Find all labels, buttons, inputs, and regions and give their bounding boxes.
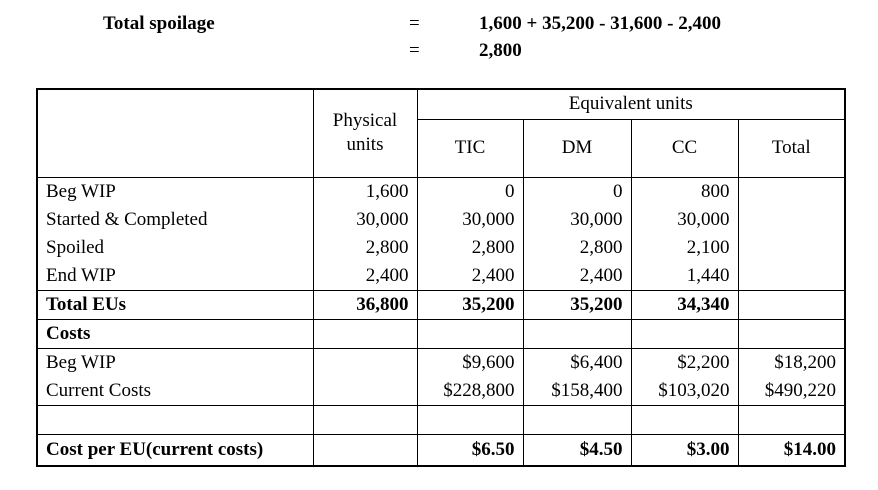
table-row xyxy=(37,206,845,234)
row-label: Cost per EU(current costs) xyxy=(37,434,313,466)
row-label: Beg WIP xyxy=(37,177,313,206)
cc-header: CC xyxy=(631,119,738,177)
total-cell: $14.00 xyxy=(738,434,845,466)
table-row xyxy=(37,234,845,262)
total-cell xyxy=(738,177,845,206)
physical-units-cell: 2,400 xyxy=(313,262,417,291)
tic-cell: 0 xyxy=(417,177,523,206)
tic-cell xyxy=(417,405,523,434)
tic-cell: 35,200 xyxy=(417,290,523,319)
cc-cell: 2,100 xyxy=(631,234,738,262)
row-label: End WIP xyxy=(37,262,313,291)
physical-units-cell xyxy=(313,405,417,434)
tic-cell: 2,400 xyxy=(417,262,523,291)
cc-cell xyxy=(631,319,738,348)
equals-sign-2: = xyxy=(409,40,420,61)
physical-units-cell xyxy=(313,377,417,406)
physical-units-cell xyxy=(313,319,417,348)
cc-cell: $2,200 xyxy=(631,348,738,377)
tic-cell: $228,800 xyxy=(417,377,523,406)
row-label: Beg WIP xyxy=(37,348,313,377)
table-row xyxy=(37,377,845,406)
table-row-cost-per-eu xyxy=(37,434,845,466)
total-cell xyxy=(738,234,845,262)
tic-cell: $6.50 xyxy=(417,434,523,466)
tic-cell: 30,000 xyxy=(417,206,523,234)
dm-cell: $4.50 xyxy=(523,434,631,466)
row-label: Costs xyxy=(37,319,313,348)
table-row-total-eus xyxy=(37,290,845,319)
total-cell: $18,200 xyxy=(738,348,845,377)
physical-units-cell xyxy=(313,434,417,466)
table-row xyxy=(37,348,845,377)
dm-cell: 2,800 xyxy=(523,234,631,262)
equals-sign-1: = xyxy=(409,13,420,34)
tic-header: TIC xyxy=(417,119,523,177)
dm-cell: 35,200 xyxy=(523,290,631,319)
equivalent-units-header: Equivalent units xyxy=(417,89,845,119)
total-spoilage-label: Total spoilage xyxy=(103,13,215,34)
cc-cell: 34,340 xyxy=(631,290,738,319)
table-row-costs-heading xyxy=(37,319,845,348)
cc-cell: 30,000 xyxy=(631,206,738,234)
tic-cell: 2,800 xyxy=(417,234,523,262)
table-row xyxy=(37,262,845,291)
total-header: Total xyxy=(738,119,845,177)
row-label: Started & Completed xyxy=(37,206,313,234)
cc-cell xyxy=(631,405,738,434)
dm-cell: 30,000 xyxy=(523,206,631,234)
total-cell: $490,220 xyxy=(738,377,845,406)
spoilage-result: 2,800 xyxy=(479,40,522,61)
cc-cell: $3.00 xyxy=(631,434,738,466)
physical-units-cell xyxy=(313,348,417,377)
dm-cell xyxy=(523,405,631,434)
cc-cell: 800 xyxy=(631,177,738,206)
table-row xyxy=(37,177,845,206)
dm-header: DM xyxy=(523,119,631,177)
dm-cell: $6,400 xyxy=(523,348,631,377)
total-cell xyxy=(738,290,845,319)
tic-cell: $9,600 xyxy=(417,348,523,377)
physical-units-cell: 1,600 xyxy=(313,177,417,206)
cc-cell: $103,020 xyxy=(631,377,738,406)
cc-cell: 1,440 xyxy=(631,262,738,291)
physical-units-header: Physical units xyxy=(313,89,417,177)
dm-cell: 2,400 xyxy=(523,262,631,291)
dm-cell: $158,400 xyxy=(523,377,631,406)
dm-cell: 0 xyxy=(523,177,631,206)
row-label xyxy=(37,405,313,434)
dm-cell xyxy=(523,319,631,348)
row-label: Spoiled xyxy=(37,234,313,262)
total-cell xyxy=(738,262,845,291)
physical-units-cell: 30,000 xyxy=(313,206,417,234)
tic-cell xyxy=(417,319,523,348)
row-label: Total EUs xyxy=(37,290,313,319)
equivalent-units-table xyxy=(36,88,846,467)
table-row-blank xyxy=(37,405,845,434)
physical-units-cell: 2,800 xyxy=(313,234,417,262)
header-blank-cell xyxy=(37,89,313,177)
spoilage-formula: 1,600 + 35,200 - 31,600 - 2,400 xyxy=(479,13,721,34)
row-label: Current Costs xyxy=(37,377,313,406)
total-cell xyxy=(738,405,845,434)
total-cell xyxy=(738,319,845,348)
total-cell xyxy=(738,206,845,234)
physical-units-cell: 36,800 xyxy=(313,290,417,319)
